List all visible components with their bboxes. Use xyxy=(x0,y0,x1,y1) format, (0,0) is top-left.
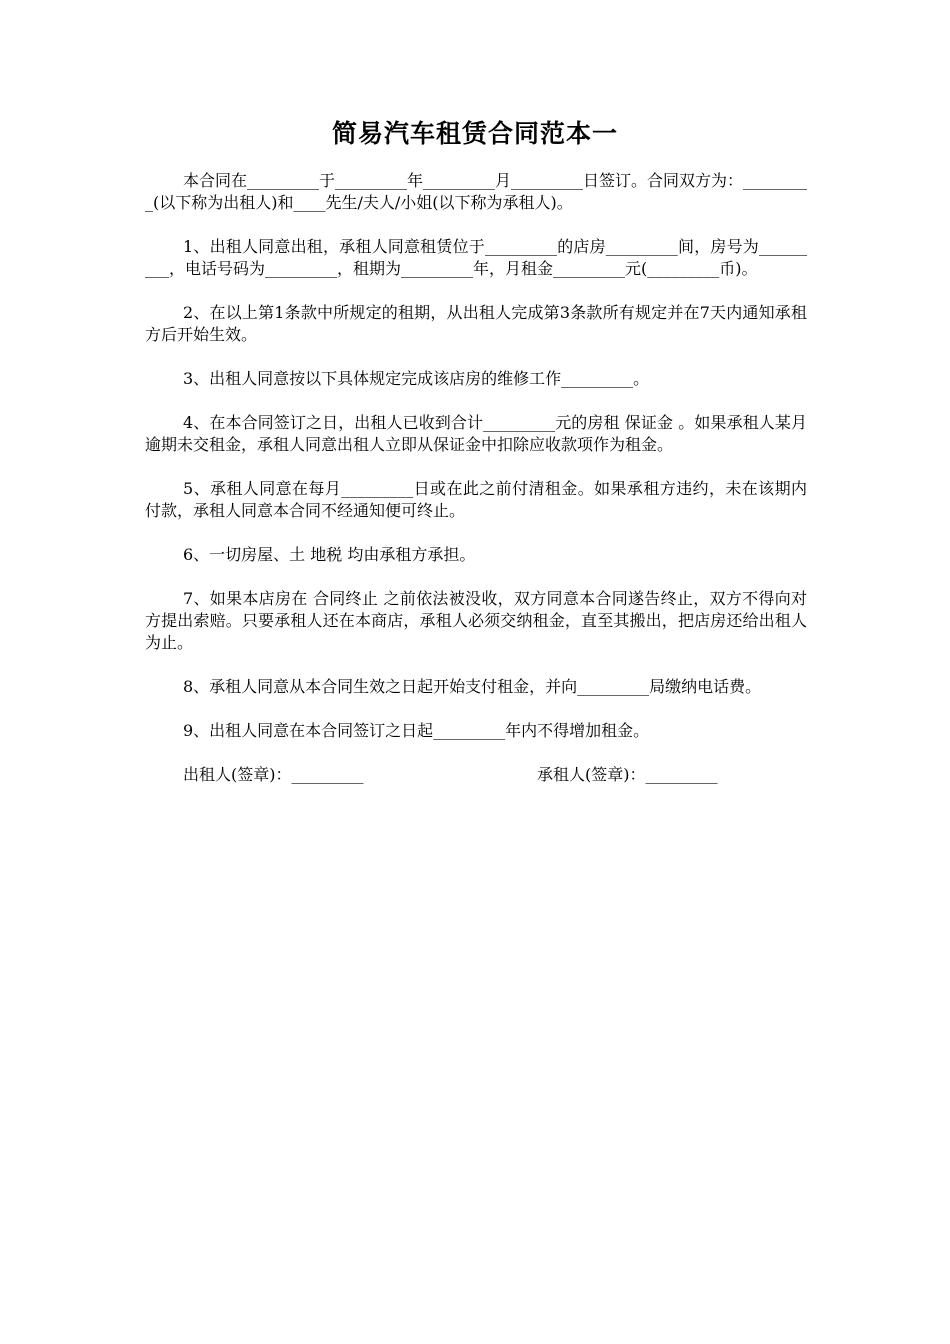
document-body xyxy=(145,170,807,786)
paragraph-clause-5: 5、承租人同意在每月_________日或在此之前付清租金。如果承租方违约，未在该期内付款，承租人同意本合同不经通知便可终止。 xyxy=(145,479,807,520)
paragraph-clause-3: 3、出租人同意按以下具体规定完成该店房的维修工作_________。 xyxy=(183,369,650,388)
paragraph-intro: 本合同在_________于_________年_________月_________日签订。合同双方为：_________(以下称为出租人)和____先生/夫人/小姐(以下称为承租人)。 xyxy=(145,171,808,212)
paragraph-clause-9: 9、出租人同意在本合同签订之日起_________年内不得增加租金。 xyxy=(183,721,650,740)
paragraph-clause-6: 6、一切房屋、土 地税 均由承租方承担。 xyxy=(183,545,476,564)
lessor-signature: 出租人(签章)：_________ xyxy=(183,765,364,784)
paragraph-clause-1: 1、出租人同意出租，承租人同意租赁位于_________的店房_________间，房号为_________，电话号码为_________，租期为_________年，月租金_________元(_________币)。 xyxy=(145,237,807,278)
paragraph-clause-8: 8、承租人同意从本合同生效之日起开始支付租金，并向_________局缴纳电话费。 xyxy=(183,677,762,696)
paragraph-clause-7: 7、如果本店房在 合同终止 之前依法被没收，双方同意本合同遂告终止，双方不得向对方提出索赔。只要承租人还在本商店，承租人必须交纳租金，直至其搬出，把店房还给出租人为止。 xyxy=(145,589,807,652)
paragraph-clause-2: 2、在以上第1条款中所规定的租期，从出租人完成第3条款所有规定并在7天内通知承租方后开始生效。 xyxy=(145,303,807,344)
paragraph-clause-4: 4、在本合同签订之日，出租人已收到合计_________元的房租 保证金 。如果承租人某月逾期未交租金，承租人同意出租人立即从保证金中扣除应收款项作为租金。 xyxy=(145,413,807,454)
signature-block xyxy=(145,764,807,786)
document-title: 简易汽车租赁合同范本一 xyxy=(331,119,618,148)
lessee-signature: 承租人(签章)：_________ xyxy=(537,765,718,784)
